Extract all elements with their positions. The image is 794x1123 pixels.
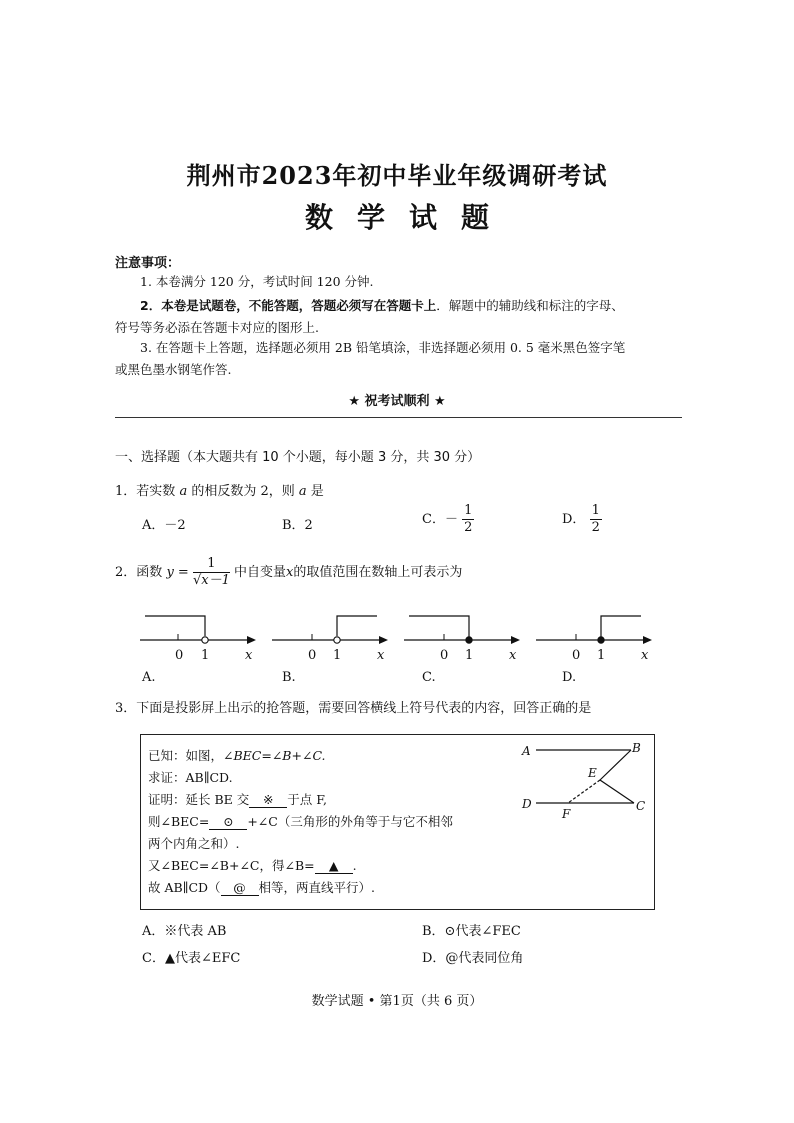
label-b: B [632, 741, 641, 755]
proof-blank-1: ※ [249, 792, 287, 808]
note-3: 3. 在答题卡上答题，选择题必须用 2B 铅笔填涂，非选择题必须用 0. 5 毫米黑色签字笔 [140, 340, 626, 355]
proof-l3-post: 于点 F, [287, 792, 327, 807]
q1-text-mid: 的相反数为 2，则 [191, 484, 295, 499]
note-2-rest: ．解题中的辅助线和标注的字母、 [436, 298, 624, 313]
proof-blank-2: ⊙ [209, 814, 247, 830]
q3-option-b: B．⊙代表∠FEC [422, 924, 521, 939]
q1-option-c-fraction [462, 503, 474, 536]
axis-one-a: 1 [201, 648, 210, 663]
note-2 [140, 296, 624, 315]
proof-line-5: 两个内角之和）. [148, 836, 240, 851]
number-line-c [404, 616, 520, 663]
number-line-a [140, 616, 256, 663]
exam-title: 荆州市2023年初中毕业年级调研考试 [186, 161, 608, 190]
label-f: F [562, 807, 571, 821]
proof-line-3 [148, 790, 327, 808]
note-2-cont: 符号等务必添在答题卡对应的图形上. [115, 320, 319, 335]
q1-option-a: A．－2 [142, 518, 186, 533]
proof-l7-pre: 故 AB∥CD（ [148, 880, 221, 895]
q2-denominator: √x－1 [192, 573, 230, 588]
proof-blank-3: ▲ [315, 858, 353, 874]
note-2-bold: 2．本卷是试题卷，不能答题，答题必须写在答题卡上 [140, 298, 437, 313]
question-2 [115, 556, 462, 589]
q3-stem: 下面是投影屏上出示的抢答题，需要回答横线上符号代表的内容，回答正确的是 [136, 701, 592, 716]
question-3 [115, 697, 591, 716]
q2-text-post: 中自变量 [234, 565, 287, 580]
notes-heading: 注意事项： [115, 256, 181, 271]
number-line-b [272, 616, 388, 663]
proof-line-2: 求证：AB∥CD. [148, 770, 233, 785]
proof-line-1 [148, 746, 326, 764]
q2-var: x [286, 565, 294, 580]
q2-number-lines [130, 608, 670, 668]
q1-text-pre: 若实数 [136, 484, 176, 499]
axis-one-c: 1 [465, 648, 474, 663]
q2-radicand: x－1 [201, 573, 230, 588]
q1-number: 1． [115, 484, 137, 499]
axis-zero-c: 0 [440, 648, 449, 663]
q1-option-d-fraction [590, 503, 602, 536]
proof-l6-post: . [352, 858, 357, 873]
q1-option-b: B．2 [282, 518, 313, 533]
axis-x-d: x [641, 648, 649, 663]
proof-line-6 [148, 856, 357, 874]
axis-x-b: x [377, 648, 385, 663]
q3-option-c: C．▲代表∠EFC [142, 951, 241, 966]
proof-blank-4: @ [221, 880, 259, 896]
q1-c-denominator: 2 [464, 520, 473, 535]
label-c: C [636, 799, 646, 813]
axis-one-b: 1 [333, 648, 342, 663]
q1-var-2: a [298, 484, 307, 499]
q1-option-d [562, 503, 602, 536]
q2-number: 2． [115, 565, 137, 580]
q1-var: a [179, 484, 188, 499]
number-line-d [536, 616, 652, 663]
axis-x-c: x [509, 648, 517, 663]
good-luck-banner: ★ 祝考试顺利 ★ [348, 394, 446, 409]
q2-option-d: D. [562, 670, 577, 685]
q1-option-c [422, 503, 474, 536]
proof-l1-rest: BEC=∠B+∠C. [233, 748, 326, 763]
axis-zero-d: 0 [572, 648, 581, 663]
q2-text-pre: 函数 [136, 565, 163, 580]
q2-numerator: 1 [193, 556, 230, 573]
q1-d-numerator: 1 [591, 503, 600, 518]
proof-line-7 [148, 878, 375, 896]
q3-geometry-figure [516, 738, 650, 824]
q1-c-numerator: 1 [464, 503, 473, 518]
axis-zero-a: 0 [175, 648, 184, 663]
proof-l4-post: +∠C（三角形的外角等于与它不相邻 [247, 814, 453, 829]
proof-l3-pre: 证明：延长 BE 交 [148, 792, 250, 807]
label-a: A [522, 744, 531, 758]
q3-option-a: A．※代表 AB [142, 924, 227, 939]
q2-fraction [193, 556, 230, 589]
axis-zero-b: 0 [308, 648, 317, 663]
q3-number: 3． [115, 701, 137, 716]
segment-ef-dashed [568, 780, 600, 803]
q1-option-c-label: C．－ [422, 512, 458, 527]
exam-subtitle: 数学试题 [304, 201, 513, 234]
proof-l4-pre: 则∠BEC= [148, 814, 210, 829]
label-d: D [522, 797, 532, 811]
label-e: E [588, 766, 597, 780]
divider [115, 417, 682, 418]
note-3-cont: 或黑色墨水钢笔作答. [115, 362, 232, 377]
note-1: 1. 本卷满分 120 分，考试时间 120 分钟. [140, 274, 374, 289]
proof-l1-pre: 已知：如图，∠ [148, 748, 234, 763]
q2-option-a: A. [142, 670, 156, 685]
page-footer: 数学试题 • 第1页（共 6 页） [311, 994, 483, 1009]
q2-y-eq: y = [166, 565, 189, 580]
axis-one-d: 1 [597, 648, 606, 663]
proof-l6-pre: 又∠BEC=∠B+∠C，得∠B= [148, 858, 315, 873]
q2-text-post2: 的取值范围在数轴上可表示为 [293, 565, 463, 580]
axis-x-a: x [245, 648, 253, 663]
proof-line-4 [148, 812, 453, 830]
q1-d-denominator: 2 [591, 520, 600, 535]
q3-option-d: D．@代表同位角 [422, 951, 524, 966]
q2-option-b: B. [282, 670, 296, 685]
segment-bec [600, 750, 634, 803]
q1-text-post: 是 [310, 484, 324, 499]
q1-option-d-label: D． [562, 512, 586, 527]
q2-option-c: C. [422, 670, 436, 685]
section-1-heading: 一、选择题（本大题共有 10 个小题，每小题 3 分，共 30 分） [115, 450, 481, 465]
proof-l7-post: 相等，两直线平行）. [258, 880, 376, 895]
question-1 [115, 480, 324, 499]
